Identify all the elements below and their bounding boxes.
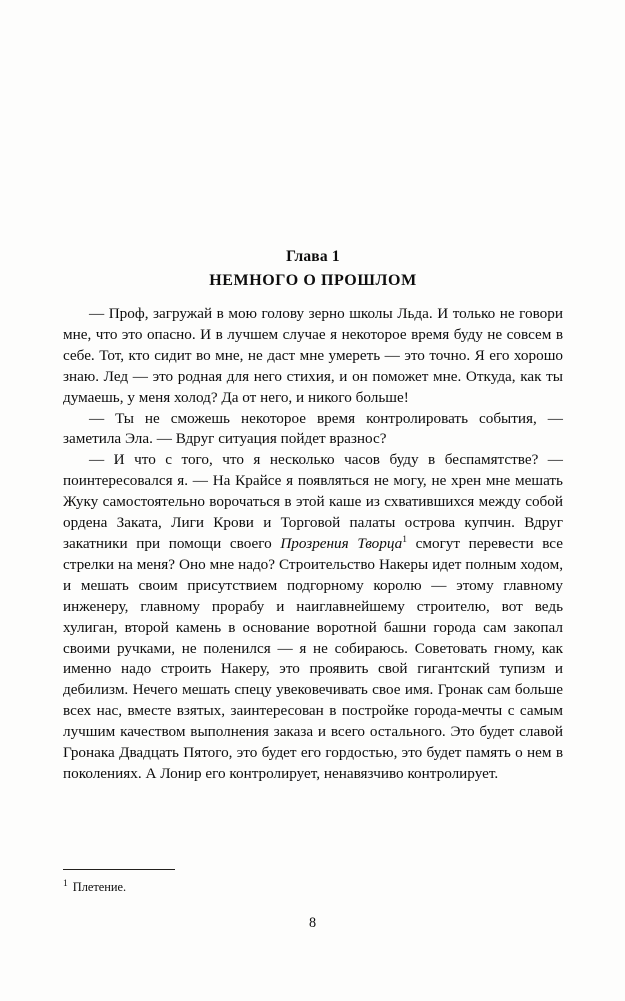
chapter-title: НЕМНОГО О ПРОШЛОМ [209, 272, 417, 289]
paragraph-3-part-1: — И что с того, что я несколько часов буду в беспамятстве? — поинтересовался я. — На Крайсе я появляться не могу, не хрен мне мешать Жуку самостоятельно ворочаться в этой каше из схватившихся между собой ордена Заката, Лиги Крови и Торговой палаты острова купчин. Вдруг закатники при помощи своего [63, 451, 563, 552]
paragraph-3-part-2: смогут перевести все стрелки на меня? Оно мне надо? Строительство Накеры идет полным ходом, и мешать своим присутствием подгорному королю — этому главному инженеру, главному прорабу и наиглавнейшему строителю, вот ведь хулиган, второй камень в основание воротной башни города сам закопал своими ручками, не поленился — я не собираюсь. Советовать гному, как именно надо строить Накеру, это проявить свой гигантский тупизм и дебилизм. Нечего мешать спецу увековечивать свое имя. Гронак сам больше всех нас, вместе взятых, заинтересован в постройке города-мечты с самым лучшим качеством выполнения заказа и всего остального. Это будет славой Гронака Двадцать Пятого, это будет его гордостью, это будет память о нем в поколениях. А Лонир его контролирует, ненавязчиво контролирует. [63, 534, 563, 782]
footnote-divider [63, 869, 175, 870]
italic-spell-name: Прозрения Творца [280, 534, 403, 552]
chapter-number: Глава 1 [286, 248, 340, 265]
footnote-number: 1 [63, 878, 68, 889]
footnote-reference-icon[interactable]: 1 [402, 534, 407, 545]
body-text [63, 304, 563, 785]
page-number: 8 [308, 915, 317, 931]
paragraph-2: — Ты не сможешь некоторое время контролировать события, — заметила Эла. — Вдруг ситуация пойдет вразнос? [63, 409, 563, 448]
footnote-text: Плетение. [72, 880, 127, 894]
footnote [63, 879, 563, 895]
page-text-block [63, 248, 563, 785]
paragraph-1: — Проф, загружай в мою голову зерно школы Льда. И только не говори мне, что это опасно. И в лучшем случае я некоторое время буду не совсем в себе. Тот, кто сидит во мне, не даст мне умереть — это точно. Я его хорошо знаю. Лед — это родная для него стихия, и он поможет мне. Откуда, как ты думаешь, у меня холод? Да от него, и никого больше! [63, 305, 563, 406]
paragraph-3 [63, 450, 563, 785]
